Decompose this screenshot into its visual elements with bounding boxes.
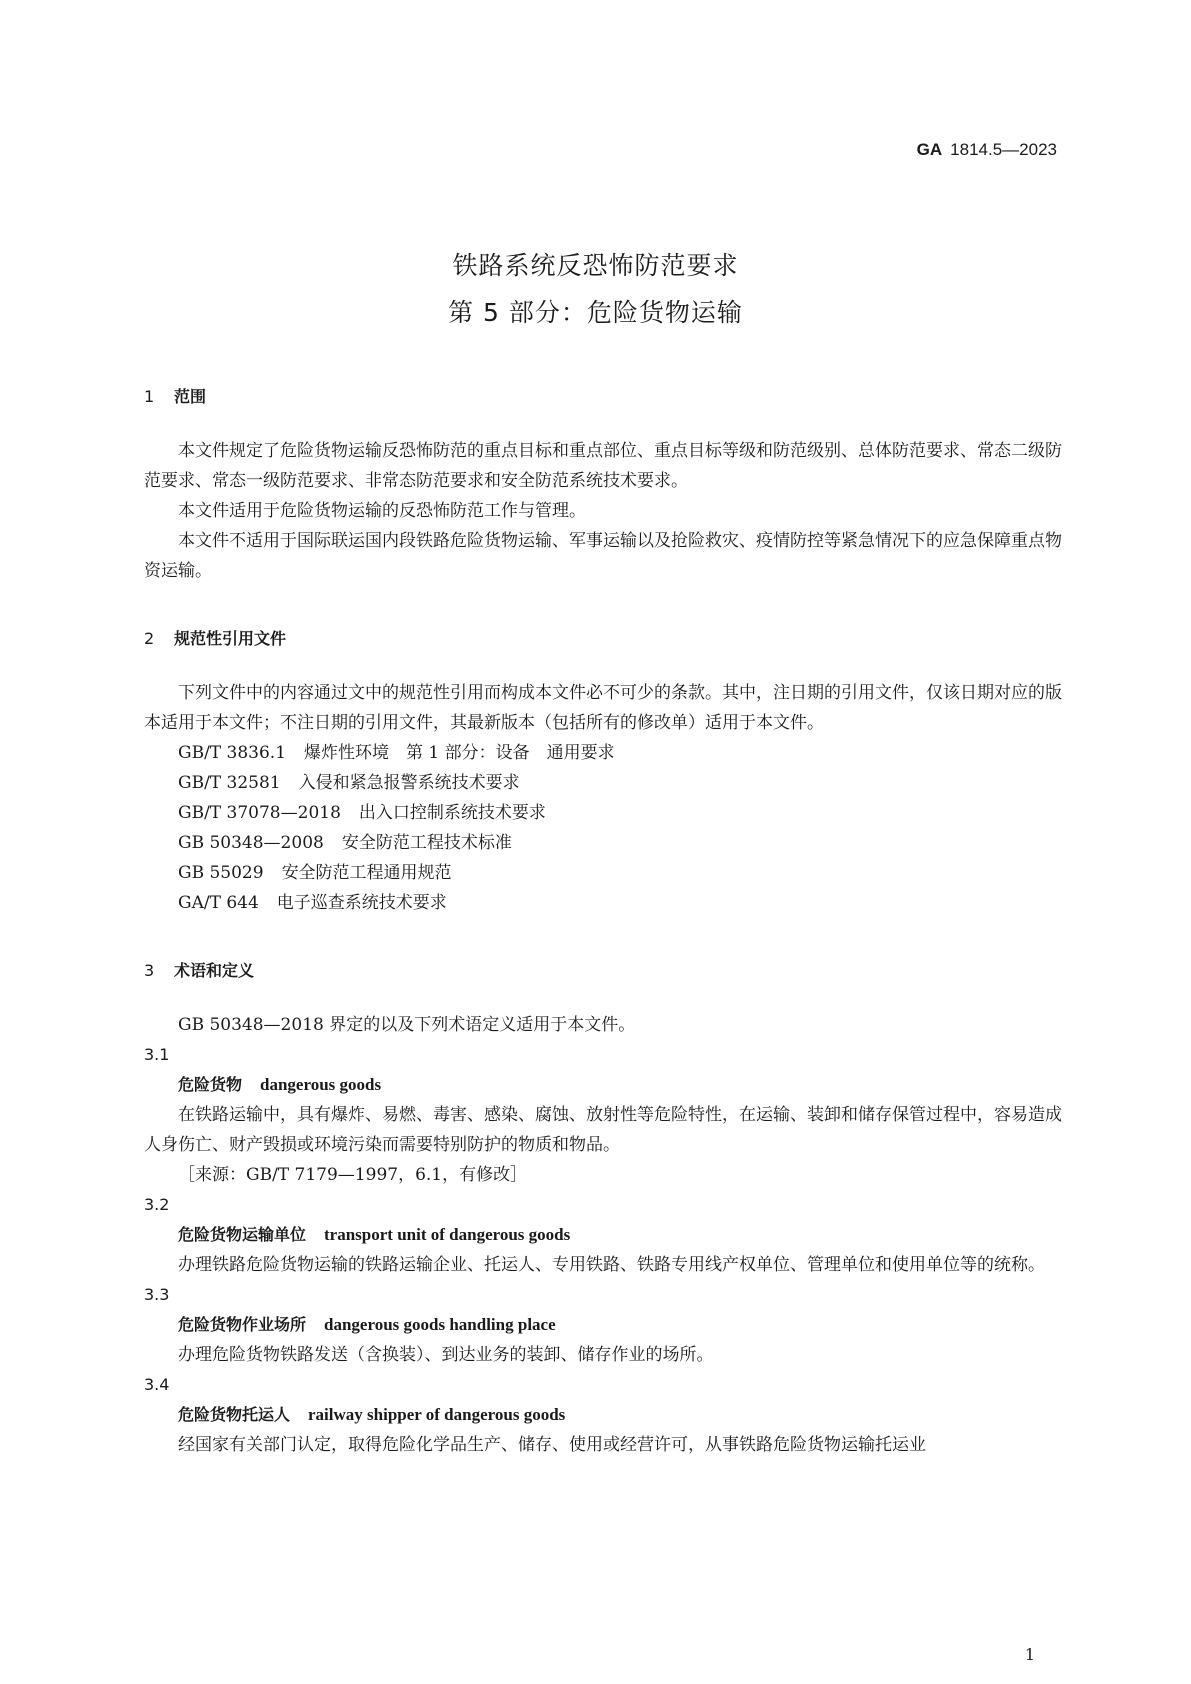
paragraph: 本文件适用于危险货物运输的反恐怖防范工作与管理。 (178, 501, 586, 521)
reference-title: 安全防范工程通用规范 (281, 863, 452, 883)
section-number: 1 (144, 387, 155, 406)
paragraph: 本文件不适用于国际联运国内段铁路危险货物运输、军事运输以及抢险救灾、疫情防控等紧急情况下的应急保障重点物资运输。 (144, 531, 1062, 581)
document-number (917, 140, 1057, 160)
title-line-2: 第 5 部分：危险货物运输 (448, 298, 743, 327)
term-heading (144, 1310, 1062, 1340)
term-number: 3.3 (144, 1285, 170, 1304)
reference-code: GA/T 644 (178, 893, 259, 913)
reference-title: 出入口控制系统技术要求 (358, 803, 546, 823)
term-definition: 经国家有关部门认定，取得危险化学品生产、储存、使用或经营许可，从事铁路危险货物运输托运业 (178, 1435, 926, 1455)
term-heading (144, 1220, 1062, 1250)
section-heading (144, 382, 1062, 412)
reference-code: GB 55029 (178, 863, 264, 883)
term-number: 3.2 (144, 1195, 170, 1214)
standard-code: GA (916, 140, 943, 159)
reference-item (144, 858, 1062, 888)
section-heading (144, 624, 1062, 654)
section-heading (144, 956, 1062, 986)
reference-title: 电子巡查系统技术要求 (276, 893, 447, 913)
reference-item (144, 738, 1062, 768)
reference-code: GB/T 37078—2018 (178, 803, 341, 823)
reference-item (144, 828, 1062, 858)
reference-item (144, 888, 1062, 918)
document-body (144, 382, 1062, 1460)
term-source: ［来源：GB/T 7179—1997，6.1，有修改］ (178, 1165, 528, 1185)
section-title: 术语和定义 (174, 961, 255, 980)
term-zh: 危险货物托运人 (178, 1405, 291, 1424)
page-number: 1 (1024, 1645, 1035, 1664)
title-line-1: 铁路系统反恐怖防范要求 (452, 251, 739, 280)
paragraph: 本文件规定了危险货物运输反恐怖防范的重点目标和重点部位、重点目标等级和防范级别、总体防范要求、常态二级防范要求、常态一级防范要求、非常态防范要求和安全防范系统技术要求。 (144, 441, 1062, 491)
reference-code: GB/T 32581 (178, 773, 281, 793)
term-definition: 在铁路运输中，具有爆炸、易燃、毒害、感染、腐蚀、放射性等危险特性，在运输、装卸和储存保管过程中，容易造成人身伤亡、财产毁损或环境污染而需要特别防护的物质和物品。 (144, 1105, 1062, 1155)
term-definition: 办理铁路危险货物运输的铁路运输企业、托运人、专用铁路、铁路专用线产权单位、管理单位和使用单位等的统称。 (178, 1255, 1045, 1275)
section-title: 范围 (174, 387, 207, 406)
term-en: dangerous goods handling place (324, 1315, 556, 1334)
term-number: 3.4 (144, 1375, 170, 1394)
term-en: transport unit of dangerous goods (324, 1225, 571, 1244)
term-number: 3.1 (144, 1045, 170, 1064)
section-title: 规范性引用文件 (174, 629, 287, 648)
reference-title: 安全防范工程技术标准 (341, 833, 512, 853)
standard-number: 1814.5—2023 (950, 140, 1057, 159)
reference-title: 爆炸性环境 第 1 部分：设备 通用要求 (304, 743, 615, 763)
term-zh: 危险货物运输单位 (178, 1225, 307, 1244)
document-title (0, 242, 1191, 336)
reference-code: GB/T 3836.1 (178, 743, 287, 763)
term-zh: 危险货物 (178, 1075, 243, 1094)
term-heading (144, 1070, 1062, 1100)
term-zh: 危险货物作业场所 (178, 1315, 307, 1334)
term-en: dangerous goods (260, 1075, 382, 1094)
term-en: railway shipper of dangerous goods (308, 1405, 566, 1424)
paragraph: 下列文件中的内容通过文中的规范性引用而构成本文件必不可少的条款。其中，注日期的引用文件，仅该日期对应的版本适用于本文件；不注日期的引用文件，其最新版本（包括所有的修改单）适用于本文件。 (144, 683, 1062, 733)
section-number: 3 (144, 961, 155, 980)
reference-item (144, 768, 1062, 798)
reference-item (144, 798, 1062, 828)
reference-code: GB 50348—2008 (178, 833, 324, 853)
paragraph: GB 50348—2018 界定的以及下列术语定义适用于本文件。 (178, 1015, 636, 1035)
term-definition: 办理危险货物铁路发送（含换装）、到达业务的装卸、储存作业的场所。 (178, 1345, 714, 1365)
reference-title: 入侵和紧急报警系统技术要求 (298, 773, 520, 793)
term-heading (144, 1400, 1062, 1430)
section-number: 2 (144, 629, 155, 648)
